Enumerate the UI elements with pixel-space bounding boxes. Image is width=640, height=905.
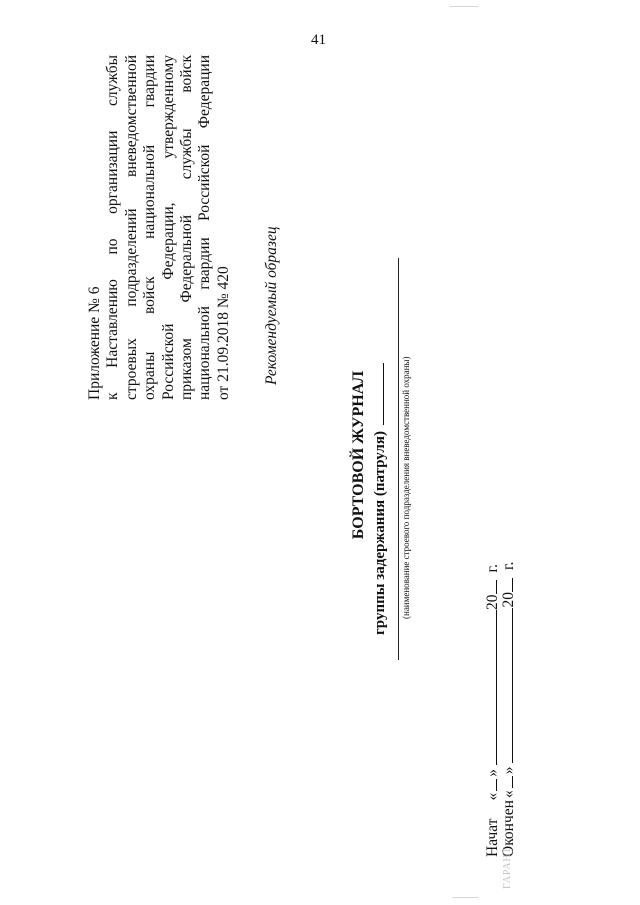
- appendix-line: строевых подразделений вневедомственной: [122, 55, 140, 400]
- open-quote: «: [500, 790, 517, 799]
- appendix-line: национальной гвардии Российской Федерации: [196, 55, 214, 400]
- ended-label: Окончен: [500, 800, 517, 857]
- appendix-line: Российской Федерации, утвержденному: [159, 55, 177, 400]
- ended-date-row: [499, 562, 518, 857]
- page-number: 41: [311, 32, 326, 48]
- close-quote: »: [484, 768, 501, 777]
- appendix-line: приказом Федеральной службы войск: [178, 55, 196, 400]
- year-suffix: г.: [484, 564, 501, 573]
- journal-title: БОРТОВОЙ ЖУРНАЛ: [350, 370, 367, 540]
- appendix-line: охраны войск национальной гвардии: [141, 55, 159, 400]
- subtitle-blank-line: [369, 363, 384, 425]
- faint-watermark-stamp: ГАРАНТ: [502, 846, 513, 889]
- year-blank: [483, 580, 497, 594]
- appendix-line: Приложение № 6: [86, 286, 103, 400]
- year-blank: [499, 578, 513, 592]
- started-label: Начат: [484, 818, 501, 857]
- month-blank: [483, 610, 497, 765]
- recommended-sample-label: Рекомендуемый образец: [263, 226, 280, 385]
- journal-subtitle: группы задержания (патруля): [372, 431, 388, 635]
- open-quote: «: [484, 792, 501, 801]
- close-quote: »: [500, 766, 517, 775]
- appendix-line: от 21.09.2018 № 420: [214, 266, 232, 400]
- appendix-block: [86, 55, 233, 400]
- unit-name-caption: (наименование строевого подразделения вневедомственной охраны): [401, 356, 411, 619]
- year-prefix: 20: [500, 592, 517, 608]
- unit-name-line: [398, 258, 399, 660]
- month-blank: [499, 608, 513, 763]
- year-suffix: г.: [500, 561, 517, 571]
- journal-subtitle-row: [369, 255, 389, 635]
- year-prefix: 20: [484, 594, 501, 610]
- day-blank: [483, 779, 497, 791]
- appendix-line: к Наставлению по организации службы: [104, 55, 122, 400]
- day-blank: [499, 776, 513, 788]
